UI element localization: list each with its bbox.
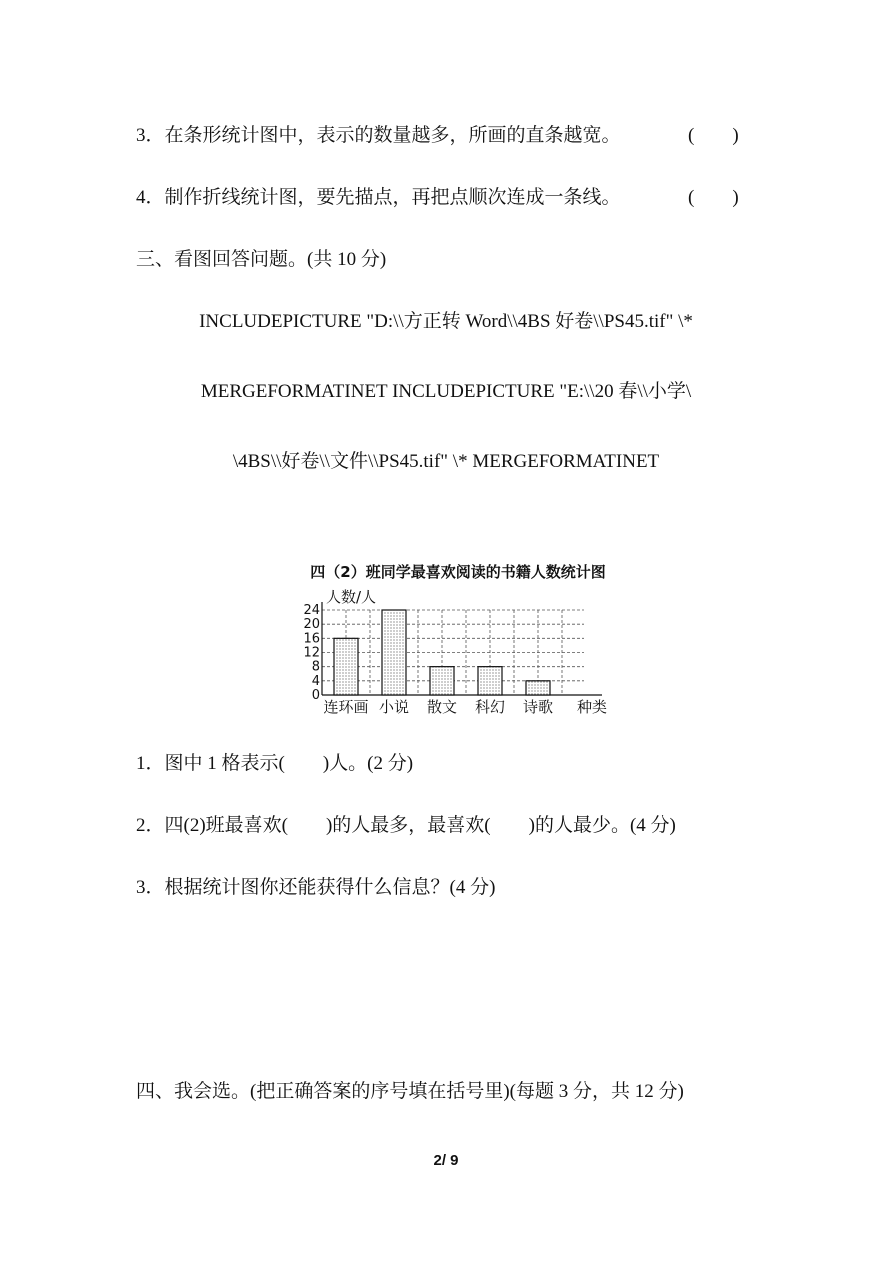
y-tick-label: 16 [303, 631, 320, 647]
bar-科幻 [478, 667, 502, 695]
bar-连环画 [334, 638, 358, 695]
x-tick-label: 连环画 [323, 698, 369, 716]
y-tick-label: 8 [311, 659, 320, 675]
chart-title: 四（2）班同学最喜欢阅读的书籍人数统计图 [310, 563, 606, 581]
chart-xlabel: 种类 [576, 698, 608, 716]
field-code-line-3: \4BS\\好卷\\文件\\PS45.tif" \* MERGEFORMATINET [232, 451, 660, 472]
y-tick-label: 12 [303, 645, 320, 661]
judge-answer-paren-3[interactable]: ( ) [688, 125, 739, 146]
chart-ylabel: 人数/人 [326, 588, 377, 606]
x-tick-label: 散文 [426, 698, 458, 716]
x-tick-label: 诗歌 [522, 698, 554, 716]
judge-question-4: 4．制作折线统计图，要先描点，再把点顺次连成一条线。 [136, 187, 621, 208]
bar-诗歌 [526, 681, 550, 695]
judge-answer-paren-4[interactable]: ( ) [688, 187, 739, 208]
bar-小说 [382, 610, 406, 695]
y-tick-label: 0 [311, 688, 320, 703]
question-3: 3．根据统计图你还能获得什么信息？(4 分) [136, 877, 496, 898]
question-1: 1．图中 1 格表示( )人。(2 分) [136, 753, 414, 774]
judge-question-3: 3．在条形统计图中，表示的数量越多，所画的直条越宽。 [136, 125, 621, 146]
x-tick-label: 小说 [378, 698, 410, 716]
y-tick-label: 4 [311, 673, 320, 689]
bar-chart [0, 555, 892, 725]
page-number: 2/ 9 [433, 1152, 459, 1169]
section4-heading: 四、我会选。(把正确答案的序号填在括号里)(每题 3 分，共 12 分) [136, 1081, 684, 1102]
question-2: 2．四(2)班最喜欢( )的人最多，最喜欢( )的人最少。(4 分) [136, 815, 676, 836]
field-code-line-1: INCLUDEPICTURE "D:\\方正转 Word\\4BS 好卷\\PS45.tif" \* [199, 311, 693, 332]
section3-heading: 三、看图回答问题。(共 10 分) [136, 249, 387, 270]
field-code-line-2: MERGEFORMATINET INCLUDEPICTURE "E:\\20 春\\小学\ [200, 381, 692, 402]
x-tick-label: 科幻 [474, 698, 506, 716]
bar-散文 [430, 667, 454, 695]
y-tick-label: 24 [303, 603, 320, 618]
y-tick-label: 20 [303, 617, 320, 633]
